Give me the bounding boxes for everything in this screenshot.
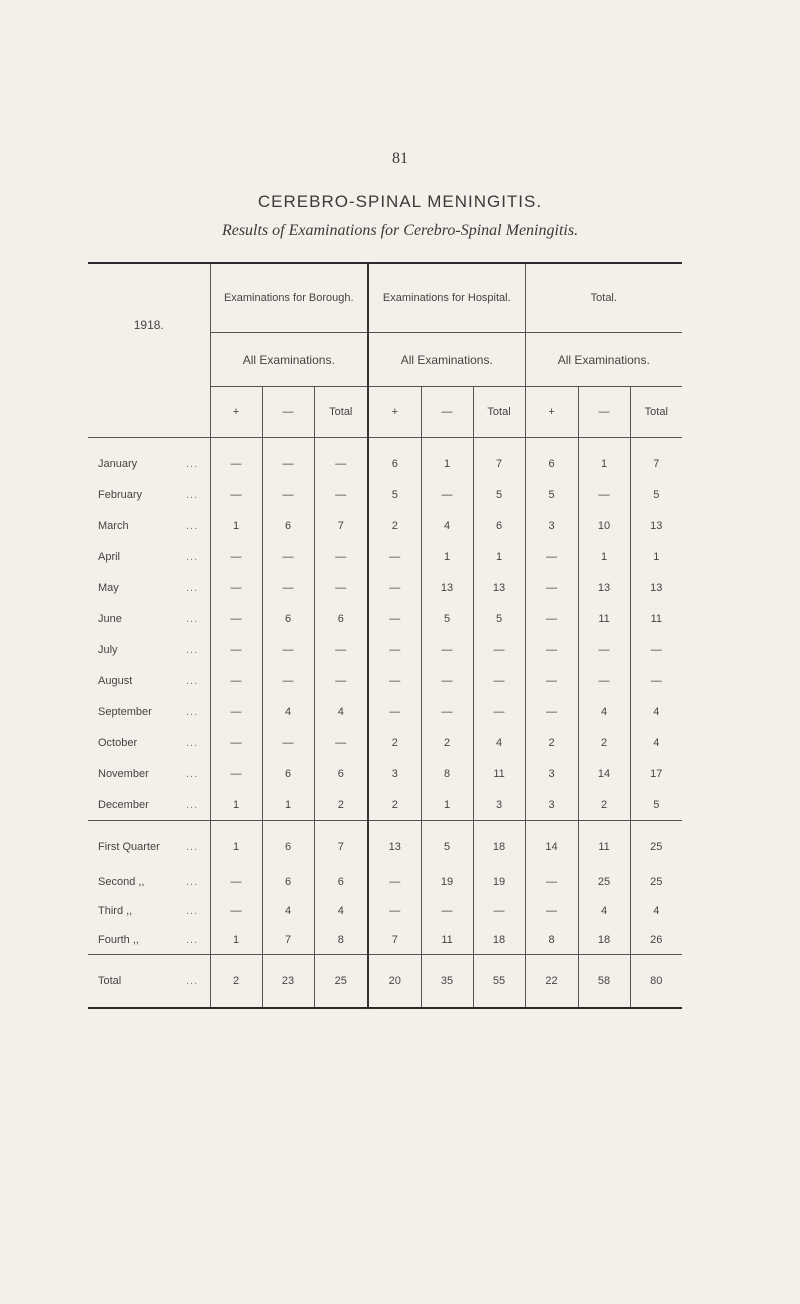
- table-cell: 10: [578, 510, 630, 541]
- table-cell: —: [525, 896, 578, 925]
- leader-dots: ...: [186, 705, 199, 718]
- table-cell: 25: [630, 821, 682, 868]
- table-cell: 5: [368, 479, 421, 510]
- month-row: [88, 727, 682, 758]
- table-cell: —: [525, 603, 578, 634]
- col-header-borough-plus: +: [210, 387, 262, 438]
- table-cell: 6: [262, 603, 314, 634]
- table-cell: —: [473, 896, 525, 925]
- table-cell: 7: [473, 438, 525, 480]
- table-cell: —: [578, 479, 630, 510]
- col-header-total-plus: +: [525, 387, 578, 438]
- table-cell: 25: [578, 867, 630, 896]
- table-cell: 2: [368, 510, 421, 541]
- table-cell: —: [421, 696, 473, 727]
- table-cell: —: [368, 665, 421, 696]
- row-label: Total ...: [88, 955, 210, 1009]
- table-cell: 2: [578, 727, 630, 758]
- table-cell: —: [630, 665, 682, 696]
- month-row: [88, 438, 682, 480]
- table-cell: 26: [630, 925, 682, 955]
- table-cell: 80: [630, 955, 682, 1009]
- table-cell: 35: [421, 955, 473, 1009]
- table-cell: 6: [262, 758, 314, 789]
- table-cell: 2: [210, 955, 262, 1009]
- row-label: January ...: [98, 457, 199, 470]
- month-row: [88, 696, 682, 727]
- table-cell: 6: [262, 867, 314, 896]
- table-cell: —: [421, 665, 473, 696]
- table-cell: 55: [473, 955, 525, 1009]
- table-cell: —: [314, 634, 368, 665]
- table-cell: 13: [630, 510, 682, 541]
- table-cell: 7: [368, 925, 421, 955]
- row-label: October ...: [98, 736, 199, 749]
- table-cell: 1: [473, 541, 525, 572]
- table-cell: 3: [525, 758, 578, 789]
- total-row: [88, 955, 682, 1009]
- quarter-row: [88, 925, 682, 955]
- quarter-row: [88, 896, 682, 925]
- table-cell: —: [262, 727, 314, 758]
- table-cell: —: [314, 665, 368, 696]
- table-cell: 6: [262, 510, 314, 541]
- table-cell: 2: [525, 727, 578, 758]
- blank-header: [88, 387, 210, 438]
- table-cell: 1: [578, 541, 630, 572]
- table-cell: 4: [630, 696, 682, 727]
- table-cell: 11: [578, 603, 630, 634]
- table-cell: 5: [525, 479, 578, 510]
- table-cell: —: [314, 727, 368, 758]
- table-cell: —: [368, 696, 421, 727]
- table-cell: 11: [421, 925, 473, 955]
- table-cell: —: [210, 603, 262, 634]
- col-header-total-minus: —: [578, 387, 630, 438]
- table-cell: 2: [368, 727, 421, 758]
- table-cell: 6: [262, 821, 314, 868]
- table-cell: 4: [314, 896, 368, 925]
- table-cell: 3: [525, 510, 578, 541]
- table-cell: 4: [578, 696, 630, 727]
- table-cell: —: [525, 541, 578, 572]
- row-label: April ...: [98, 550, 199, 563]
- quarter-row: [88, 821, 682, 868]
- table-cell: 11: [578, 821, 630, 868]
- table-cell: —: [262, 572, 314, 603]
- table-cell: 25: [314, 955, 368, 1009]
- table-cell: 8: [421, 758, 473, 789]
- table-cell: 3: [368, 758, 421, 789]
- table-cell: 5: [421, 603, 473, 634]
- table-cell: —: [314, 541, 368, 572]
- table-cell: 13: [473, 572, 525, 603]
- table-cell: 4: [630, 896, 682, 925]
- leader-dots: ...: [186, 488, 199, 501]
- table-cell: 13: [421, 572, 473, 603]
- table-cell: 1: [421, 541, 473, 572]
- col-header-borough-total: Total: [314, 387, 368, 438]
- table-cell: 18: [473, 925, 525, 955]
- col-header-hospital-plus: +: [368, 387, 421, 438]
- table-cell: 4: [262, 696, 314, 727]
- table-cell: 7: [314, 821, 368, 868]
- table-cell: —: [473, 665, 525, 696]
- page-title: CEREBRO-SPINAL MENINGITIS.: [257, 192, 543, 211]
- table-cell: 2: [314, 789, 368, 821]
- table-cell: 5: [473, 479, 525, 510]
- table-cell: 11: [630, 603, 682, 634]
- col-header-hospital-minus: —: [421, 387, 473, 438]
- table-cell: 4: [473, 727, 525, 758]
- table-cell: —: [210, 867, 262, 896]
- table-cell: 4: [578, 896, 630, 925]
- table-cell: —: [578, 665, 630, 696]
- table-cell: —: [630, 634, 682, 665]
- leader-dots: ...: [186, 550, 199, 563]
- table-cell: 2: [578, 789, 630, 821]
- table-cell: 20: [368, 955, 421, 1009]
- group-header-borough: Examinations for Borough.: [210, 263, 368, 333]
- row-label: Second ,, ...: [98, 875, 199, 888]
- table-cell: 1: [210, 789, 262, 821]
- results-table: [88, 262, 682, 1009]
- table-cell: 19: [421, 867, 473, 896]
- leader-dots: ...: [186, 457, 199, 470]
- col-header-hospital-total: Total: [473, 387, 525, 438]
- table-cell: 1: [210, 925, 262, 955]
- table-cell: —: [210, 727, 262, 758]
- row-label: March ...: [98, 519, 199, 532]
- leader-dots: ...: [186, 933, 199, 946]
- table-cell: —: [210, 758, 262, 789]
- table-cell: 4: [630, 727, 682, 758]
- table-cell: 11: [473, 758, 525, 789]
- subgroup-header-total: All Examinations.: [525, 333, 682, 387]
- month-row: [88, 758, 682, 789]
- table-cell: 18: [578, 925, 630, 955]
- table-cell: 2: [368, 789, 421, 821]
- subgroup-header-borough: All Examinations.: [210, 333, 368, 387]
- table-cell: —: [210, 896, 262, 925]
- month-row: [88, 572, 682, 603]
- table-cell: 25: [630, 867, 682, 896]
- row-label: May ...: [98, 581, 199, 594]
- row-label: Third ,, ...: [98, 904, 199, 917]
- table-cell: 5: [630, 789, 682, 821]
- row-label: June ...: [98, 612, 199, 625]
- table-cell: —: [368, 541, 421, 572]
- leader-dots: ...: [186, 581, 199, 594]
- table-cell: 1: [210, 821, 262, 868]
- table-cell: —: [421, 634, 473, 665]
- col-header-total-total: Total: [630, 387, 682, 438]
- table-cell: —: [525, 696, 578, 727]
- table-cell: 5: [630, 479, 682, 510]
- table-cell: 4: [262, 896, 314, 925]
- table-cell: —: [421, 479, 473, 510]
- table-cell: 14: [578, 758, 630, 789]
- leader-dots: ...: [186, 519, 199, 532]
- table-cell: 1: [630, 541, 682, 572]
- table-subtitle: Results of Examinations for Cerebro-Spinal Meningitis.: [221, 222, 579, 239]
- table-cell: —: [210, 438, 262, 480]
- table-cell: 14: [525, 821, 578, 868]
- row-label: August ...: [98, 674, 199, 687]
- table-cell: 58: [578, 955, 630, 1009]
- table-cell: —: [262, 479, 314, 510]
- table-cell: 7: [630, 438, 682, 480]
- table-cell: —: [368, 572, 421, 603]
- leader-dots: ...: [186, 798, 199, 811]
- table-cell: 8: [525, 925, 578, 955]
- table-cell: 3: [525, 789, 578, 821]
- row-label: November ...: [98, 767, 199, 780]
- table-cell: 4: [314, 696, 368, 727]
- table-cell: 22: [525, 955, 578, 1009]
- table-cell: —: [473, 634, 525, 665]
- year-header: 1918.: [133, 317, 164, 332]
- table-cell: 13: [630, 572, 682, 603]
- group-header-hospital: Examinations for Hospital.: [368, 263, 525, 333]
- group-header-total: Total.: [525, 263, 682, 333]
- table-cell: —: [262, 438, 314, 480]
- table-cell: 23: [262, 955, 314, 1009]
- leader-dots: ...: [186, 904, 199, 917]
- table-cell: —: [525, 634, 578, 665]
- month-row: [88, 634, 682, 665]
- month-row: [88, 541, 682, 572]
- table-cell: 19: [473, 867, 525, 896]
- table-cell: 1: [210, 510, 262, 541]
- table-cell: 6: [525, 438, 578, 480]
- table-cell: —: [262, 634, 314, 665]
- table-cell: 6: [314, 867, 368, 896]
- table-cell: —: [525, 665, 578, 696]
- table-cell: 7: [262, 925, 314, 955]
- table-cell: 13: [578, 572, 630, 603]
- table-cell: —: [314, 572, 368, 603]
- table-cell: —: [210, 572, 262, 603]
- table-cell: —: [525, 867, 578, 896]
- row-label: September ...: [98, 705, 199, 718]
- month-row: [88, 789, 682, 821]
- table-cell: —: [210, 665, 262, 696]
- table-cell: —: [368, 896, 421, 925]
- table-cell: 13: [368, 821, 421, 868]
- quarter-row: [88, 867, 682, 896]
- table-cell: 8: [314, 925, 368, 955]
- row-label: Fourth ,, ...: [98, 933, 199, 946]
- table-cell: 1: [262, 789, 314, 821]
- table-cell: —: [314, 479, 368, 510]
- table-cell: —: [421, 896, 473, 925]
- table-cell: 18: [473, 821, 525, 868]
- leader-dots: ...: [186, 643, 199, 656]
- table-cell: 1: [421, 438, 473, 480]
- col-header-borough-minus: —: [262, 387, 314, 438]
- leader-dots: ...: [186, 736, 199, 749]
- table-cell: —: [473, 696, 525, 727]
- page-number: 81: [392, 150, 408, 167]
- row-label: First Quarter ...: [88, 821, 210, 868]
- table-cell: 4: [421, 510, 473, 541]
- table-cell: —: [210, 479, 262, 510]
- table-cell: 6: [368, 438, 421, 480]
- month-row: [88, 510, 682, 541]
- leader-dots: ...: [186, 975, 199, 987]
- row-label: December ...: [98, 798, 199, 811]
- month-row: [88, 603, 682, 634]
- subgroup-header-hospital: All Examinations.: [368, 333, 525, 387]
- month-row: [88, 479, 682, 510]
- leader-dots: ...: [186, 841, 199, 853]
- leader-dots: ...: [186, 767, 199, 780]
- row-label: February ...: [98, 488, 199, 501]
- table-cell: —: [262, 541, 314, 572]
- table-cell: 5: [473, 603, 525, 634]
- table-cell: —: [578, 634, 630, 665]
- table-cell: —: [525, 572, 578, 603]
- table-cell: 7: [314, 510, 368, 541]
- table-cell: 1: [421, 789, 473, 821]
- table-cell: 3: [473, 789, 525, 821]
- table-cell: —: [314, 438, 368, 480]
- table-cell: 6: [314, 603, 368, 634]
- leader-dots: ...: [186, 612, 199, 625]
- table-cell: —: [210, 696, 262, 727]
- table-cell: 5: [421, 821, 473, 868]
- table-cell: —: [368, 867, 421, 896]
- table-cell: 6: [473, 510, 525, 541]
- table-cell: —: [210, 541, 262, 572]
- table-cell: —: [368, 634, 421, 665]
- table-cell: —: [210, 634, 262, 665]
- table-cell: 2: [421, 727, 473, 758]
- table-cell: —: [368, 603, 421, 634]
- table-cell: 17: [630, 758, 682, 789]
- leader-dots: ...: [186, 674, 199, 687]
- table-cell: —: [262, 665, 314, 696]
- table-cell: 6: [314, 758, 368, 789]
- month-row: [88, 665, 682, 696]
- row-label: July ...: [98, 643, 199, 656]
- leader-dots: ...: [186, 875, 199, 888]
- table-cell: 1: [578, 438, 630, 480]
